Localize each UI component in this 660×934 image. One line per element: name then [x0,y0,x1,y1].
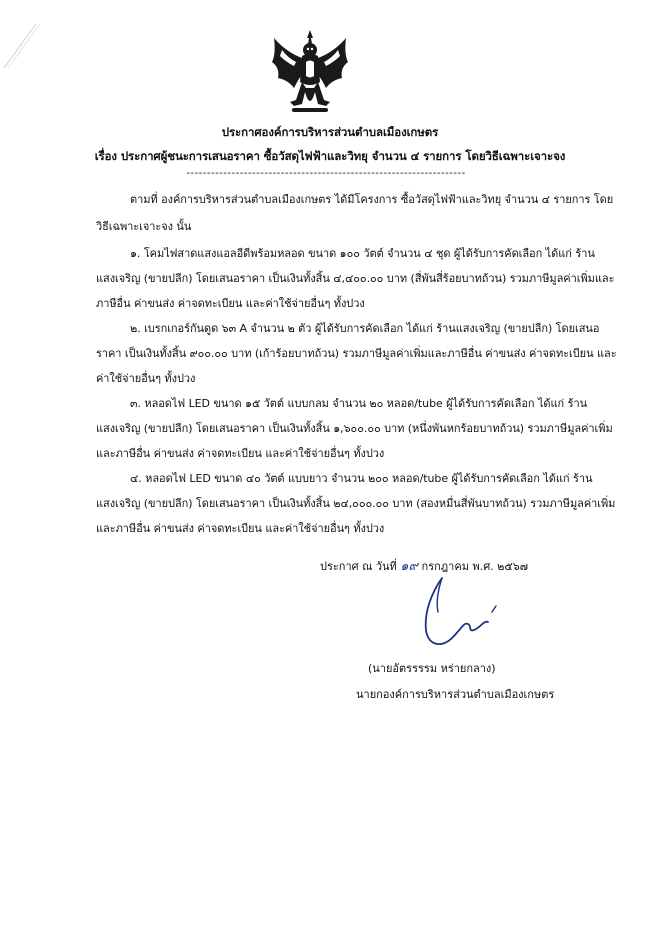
handwritten-signature [408,572,508,654]
announcement-title: ประกาศองค์การบริหารส่วนตำบลเมืองเกษตร [221,125,439,139]
item-3-line: ๓. หลอดไฟ LED ขนาด ๑๕ วัตต์ แบบกลม จำนวน ๒๐ หลอด/tube ผู้ได้รับการคัดเลือก ได้แก่ ร้าน [130,397,588,410]
item-3-line: แสงเจริญ (ขายปลีก) โดยเสนอราคา เป็นเงินทั้งสิ้น ๑,๖๐๐.๐๐ บาท (หนึ่งพันหกร้อยบาทถ้วน) รวมภาษีมูลค่าเพิ่ม [96,422,613,435]
item-2-line: ค่าใช้จ่ายอื่นๆ ทั้งปวง [96,372,196,385]
item-3-line: และภาษีอื่น ค่าขนส่ง ค่าจดทะเบียน และค่าใช้จ่ายอื่นๆ ทั้งปวง [96,447,385,460]
item-4-line: ๔. หลอดไฟ LED ขนาด ๔๐ วัตต์ แบบยาว จำนวน ๒๐๐ หลอด/tube ผู้ได้รับการคัดเลือก ได้แก่ ร้าน [130,472,593,485]
scan-corner-mark [2,20,52,70]
date-prefix: ประกาศ ณ วันที่ [320,560,397,573]
garuda-emblem [268,28,352,118]
announcement-subject: เรื่อง ประกาศผู้ชนะการเสนอราคา ซื้อวัสดุไฟฟ้าและวิทยุ จำนวน ๔ รายการ โดยวิธีเฉพาะเจาะจง [94,149,566,163]
intro-line: วิธีเฉพาะเจาะจง นั้น [96,220,192,233]
item-1-line: ภาษีอื่น ค่าขนส่ง ค่าจดทะเบียน และค่าใช้จ่ายอื่นๆ ทั้งปวง [96,297,365,310]
intro-line: ตามที่ องค์การบริหารส่วนตำบลเมืองเกษตร ได้มีโครงการ ซื้อวัสดุไฟฟ้าและวิทยุ จำนวน ๔ รายการ โดย [130,193,614,206]
signer-title: นายกองค์การบริหารส่วนตำบลเมืองเกษตร [356,688,555,701]
item-4-line: และภาษีอื่น ค่าขนส่ง ค่าจดทะเบียน และค่าใช้จ่ายอื่นๆ ทั้งปวง [96,522,385,535]
separator-line: -------------------------------------------------------------------- [186,168,466,179]
date-day-handwritten: ๑๙ [400,559,419,574]
item-2-line: ราคา เป็นเงินทั้งสิ้น ๙๐๐.๐๐ บาท (เก้าร้อยบาทถ้วน) รวมภาษีมูลค่าเพิ่มและภาษีอื่น ค่าขนส่ง ค่าจดทะเบียน และ [96,347,617,360]
item-2-line: ๒. เบรกเกอร์กันดูด ๖๓ A จำนวน ๒ ตัว ผู้ได้รับการคัดเลือก ได้แก่ ร้านแสงเจริญ (ขายปลีก) โดยเสนอ [130,322,600,335]
item-4-line: แสงเจริญ (ขายปลีก) โดยเสนอราคา เป็นเงินทั้งสิ้น ๒๔,๐๐๐.๐๐ บาท (สองหมื่นสี่พันบาทถ้วน) รวมภาษีมูลค่าเพิ่ม [96,497,616,510]
item-1-line: แสงเจริญ (ขายปลีก) โดยเสนอราคา เป็นเงินทั้งสิ้น ๔,๔๐๐.๐๐ บาท (สี่พันสี่ร้อยบาทถ้วน) รวมภาษีมูลค่าเพิ่มและ [96,272,615,285]
signer-name: (นายอัตรรรรม หร่ายกลาง) [368,662,496,675]
date-month-year: กรกฎาคม พ.ศ. ๒๕๖๗ [421,560,528,573]
item-1-line: ๑. โคมไฟสาดแสงแอลอีดีพร้อมหลอด ขนาด ๑๐๐ วัตต์ จำนวน ๔ ชุด ผู้ได้รับการคัดเลือก ได้แก่ ร้าน [130,247,595,260]
